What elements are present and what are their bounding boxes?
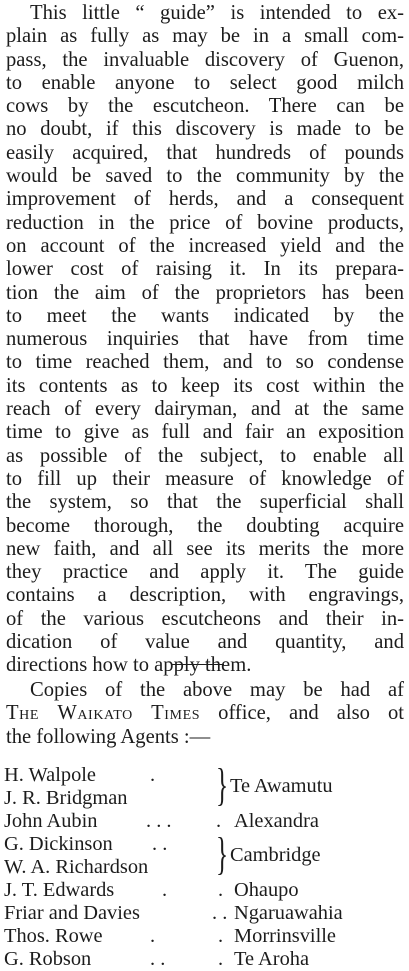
paragraph-line: time to give as full and fair an exposition <box>6 421 404 444</box>
leader-dots: . . . <box>146 810 172 832</box>
paragraph-line: to enable anyone to select good milch <box>6 71 404 94</box>
paragraph-line: to time reached them, and to so condense <box>6 351 404 374</box>
paragraph-line: as possible of the subject, to enable all <box>6 444 404 467</box>
leader-dots: . <box>218 925 224 947</box>
leader-dots: . . <box>150 948 166 970</box>
agent-name: John Aubin <box>4 810 98 832</box>
leader-dots: . . <box>152 833 168 855</box>
leader-dots: . <box>162 879 168 901</box>
paragraph-line: dication of value and quantity, and <box>6 631 404 654</box>
agent-name: G. Robson <box>4 948 92 970</box>
brace-mark: } <box>216 828 229 879</box>
paragraph-line: numerous inquiries that have from time <box>6 328 404 351</box>
leader-dots: . <box>216 810 222 832</box>
paragraph-line: become thorough, the doubting acquire <box>6 514 404 537</box>
guide-paragraph <box>6 2 404 678</box>
paragraph-line: would be saved to the community by the <box>6 165 404 188</box>
agent-place: Te Awamutu <box>230 775 333 797</box>
paragraph-line: improvement of herds, and a consequent <box>6 188 404 211</box>
notice-line: the following Agents :— <box>6 725 211 748</box>
paragraph-line: reduction in the price of bovine products, <box>6 211 404 234</box>
agent-name: H. Walpole <box>4 764 96 786</box>
notice-line-text: office, and also ot <box>200 702 405 725</box>
paragraph-line: plain as fully as may be in a small com- <box>6 25 404 48</box>
paragraph-line: they practice and apply it. The guide <box>6 561 404 584</box>
paragraph-line: reach of every dairyman, and at the same <box>6 398 404 421</box>
paragraph-line: easily acquired, that hundreds of pounds <box>6 141 404 164</box>
leader-dots: . <box>218 879 224 901</box>
leader-dots: . <box>218 948 224 970</box>
paragraph-line: tion the aim of the proprietors has been <box>6 281 404 304</box>
agent-name: G. Dickinson <box>4 833 113 855</box>
paragraph-line: new faith, and all see its merits the more <box>6 537 404 560</box>
section-divider <box>172 664 224 665</box>
agent-place: Te Aroha <box>234 948 310 970</box>
leader-dots: . . <box>212 902 228 924</box>
paragraph-line: the system, so that the superficial shall <box>6 491 404 514</box>
paragraph-line: to meet the wants indicated by the <box>6 304 404 327</box>
paragraph-line: no doubt, if this discovery is made to be <box>6 118 404 141</box>
notice-line: Copies of the above may be had af <box>30 679 404 701</box>
newspaper-name: The Waikato Times <box>6 702 201 725</box>
paragraph-line: to fill up their measure of knowledge of <box>6 467 404 490</box>
agent-place: Cambridge <box>230 844 321 866</box>
brace-mark: } <box>216 759 229 810</box>
agent-place: Morrinsville <box>234 925 336 947</box>
paragraph-line: lower cost of raising it. In its prepara- <box>6 258 404 281</box>
agent-place: Ohaupo <box>234 879 299 901</box>
agent-name: J. R. Bridgman <box>4 787 128 809</box>
copies-notice <box>6 679 404 749</box>
agent-place: Ngaruawahia <box>234 902 343 924</box>
agent-name: Friar and Davies <box>4 902 140 924</box>
agent-name: Thos. Rowe <box>4 925 103 947</box>
leader-dots: . <box>150 925 156 947</box>
paragraph-line: of the various escutcheons and their in- <box>6 607 404 630</box>
paragraph-line: directions how to apply them. <box>6 654 252 677</box>
leader-dots: . <box>150 764 156 786</box>
notice-line <box>6 702 404 725</box>
agent-name: W. A. Richardson <box>4 856 149 878</box>
paragraph-line: This little “ guide” is intended to ex- <box>30 2 404 24</box>
agent-place: Alexandra <box>234 810 319 832</box>
paragraph-line: contains a description, with engravings, <box>6 584 404 607</box>
paragraph-line: its contents as to keep its cost within the <box>6 374 404 397</box>
paragraph-line: on account of the increased yield and the <box>6 234 404 257</box>
paragraph-line: cows by the escutcheon. There can be <box>6 95 404 118</box>
paragraph-line: pass, the invaluable discovery of Guenon, <box>6 48 404 71</box>
agent-name: J. T. Edwards <box>4 879 115 901</box>
